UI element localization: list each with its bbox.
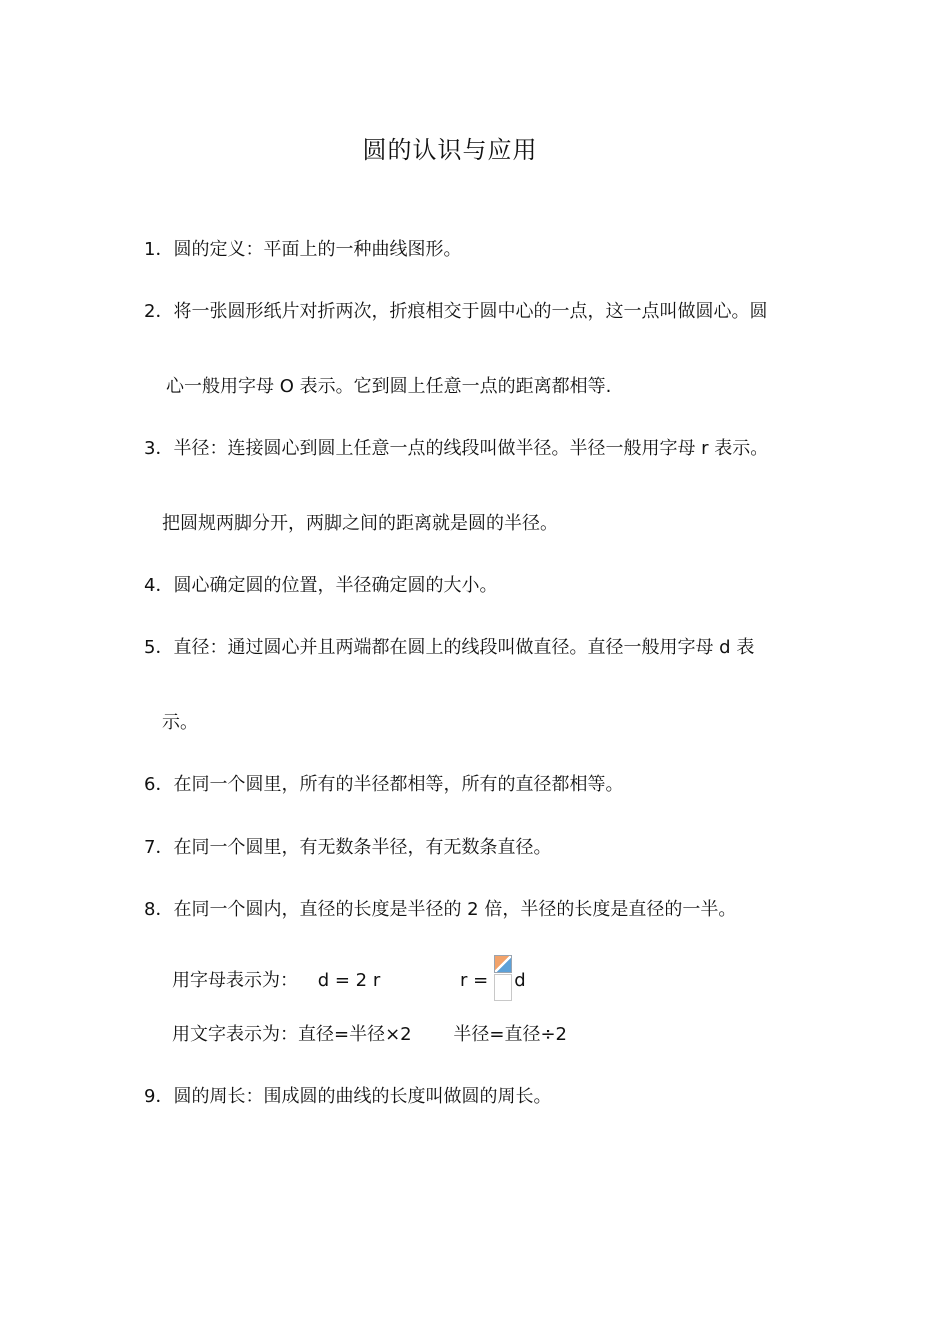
list-item: [144, 1084, 551, 1110]
item-text: 将一张圆形纸片对折两次，折痕相交于圆中心的一点，这一点叫做圆心。圆: [173, 301, 768, 322]
item-number: 7．: [144, 837, 174, 858]
formula-words: [172, 1022, 567, 1048]
item-text: 在同一个圆里，所有的半径都相等，所有的直径都相等。: [173, 774, 624, 795]
page-title: 圆的认识与应用: [362, 136, 538, 164]
formula-label: 用字母表示为：: [172, 970, 298, 991]
formula-radius-right: d: [514, 970, 526, 991]
item-text: 圆的定义：平面上的一种曲线图形。: [173, 239, 462, 260]
list-item: [144, 635, 754, 661]
item-continuation: 示。: [162, 712, 198, 733]
list-item: [144, 772, 623, 798]
item-text: 直径：通过圆心并且两端都在圆上的线段叫做直径。直径一般用字母 d 表: [173, 637, 755, 658]
list-item: [144, 436, 768, 462]
item-number: 3．: [144, 438, 174, 459]
item-number: 6．: [144, 774, 174, 795]
item-continuation: 心一般用字母 O 表示。它到圆上任意一点的距离都相等.: [166, 376, 612, 397]
item-text: 在同一个圆内，直径的长度是半径的 2 倍，半径的长度是直径的一半。: [173, 899, 737, 920]
formula-diameter: d = 2 r: [317, 970, 381, 991]
item-number: 9．: [144, 1086, 174, 1107]
formula-radius-left: r =: [460, 970, 489, 991]
formula-letters: [172, 959, 526, 1003]
item-number: 2．: [144, 301, 174, 322]
item-text: 圆的周长：围成圆的曲线的长度叫做圆的周长。: [173, 1086, 552, 1107]
fraction-image-icon: [494, 955, 512, 999]
list-item: [144, 573, 497, 599]
formula-radius-words: 半径=直径÷2: [453, 1024, 567, 1045]
item-text: 在同一个圆里，有无数条半径，有无数条直径。: [173, 837, 552, 858]
item-number: 1．: [144, 239, 174, 260]
item-number: 5．: [144, 637, 174, 658]
formula-diameter-words: 直径=半径×2: [298, 1024, 412, 1045]
list-item: [144, 299, 767, 325]
item-number: 4．: [144, 575, 174, 596]
item-continuation: 把圆规两脚分开，两脚之间的距离就是圆的半径。: [162, 513, 558, 534]
list-item: [144, 897, 736, 923]
list-item: [144, 835, 551, 861]
item-text: 圆心确定圆的位置，半径确定圆的大小。: [173, 575, 498, 596]
item-number: 8．: [144, 899, 174, 920]
list-item: [144, 237, 461, 263]
item-text: 半径：连接圆心到圆上任意一点的线段叫做半径。半径一般用字母 r 表示。: [173, 438, 769, 459]
formula-label: 用文字表示为：: [172, 1024, 298, 1045]
